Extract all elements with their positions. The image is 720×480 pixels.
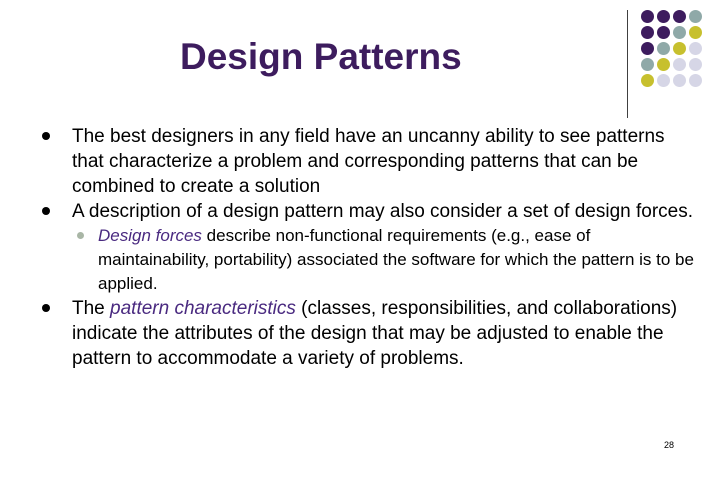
bullet-text: The best designers in any field have an uncanny ability to see patterns that characterize a problem and corresponding patterns that can be combined to create a solution bbox=[72, 126, 665, 197]
decorative-dot bbox=[673, 10, 686, 23]
decorative-dot bbox=[689, 58, 702, 71]
bullet-item bbox=[40, 296, 700, 371]
emphasized-term: Design forces bbox=[98, 226, 202, 245]
emphasized-term: pattern characteristics bbox=[110, 298, 296, 319]
page-number: 28 bbox=[664, 440, 675, 450]
decorative-dot bbox=[689, 10, 702, 23]
decorative-dot bbox=[689, 26, 702, 39]
decorative-dot bbox=[657, 58, 670, 71]
bullet-list bbox=[40, 124, 700, 371]
decorative-divider-line bbox=[627, 10, 628, 118]
sub-bullet-text: describe non-functional requirements (e.g., ease of maintainability, portability) associated the software for which the pattern is to be applied. bbox=[98, 226, 694, 293]
decorative-dot bbox=[657, 74, 670, 87]
bullet-item bbox=[40, 199, 700, 224]
bullet-text: (classes, responsibilities, and collaborations) indicate the attributes of the design that may be adjusted to enable the pattern to accommodate a variety of problems. bbox=[72, 298, 678, 369]
bullet-text-start: The bbox=[72, 298, 111, 319]
decorative-dot bbox=[641, 42, 654, 55]
decorative-dot bbox=[689, 42, 702, 55]
decorative-dot bbox=[673, 26, 686, 39]
decorative-dot bbox=[641, 58, 654, 71]
decorative-dot bbox=[657, 10, 670, 23]
decorative-dot bbox=[673, 58, 686, 71]
decorative-dot bbox=[689, 74, 702, 87]
decorative-dot bbox=[657, 26, 670, 39]
decorative-dot bbox=[673, 42, 686, 55]
decorative-dot bbox=[673, 74, 686, 87]
decorative-dot bbox=[657, 42, 670, 55]
decorative-dot bbox=[641, 10, 654, 23]
slide-title: Design Patterns bbox=[180, 36, 462, 77]
bullet-item bbox=[40, 124, 700, 199]
bullet-text: A description of a design pattern may also consider a set of design forces. bbox=[72, 201, 694, 222]
decorative-dot bbox=[641, 74, 654, 87]
decorative-dot bbox=[641, 26, 654, 39]
sub-bullet-item bbox=[40, 224, 700, 296]
